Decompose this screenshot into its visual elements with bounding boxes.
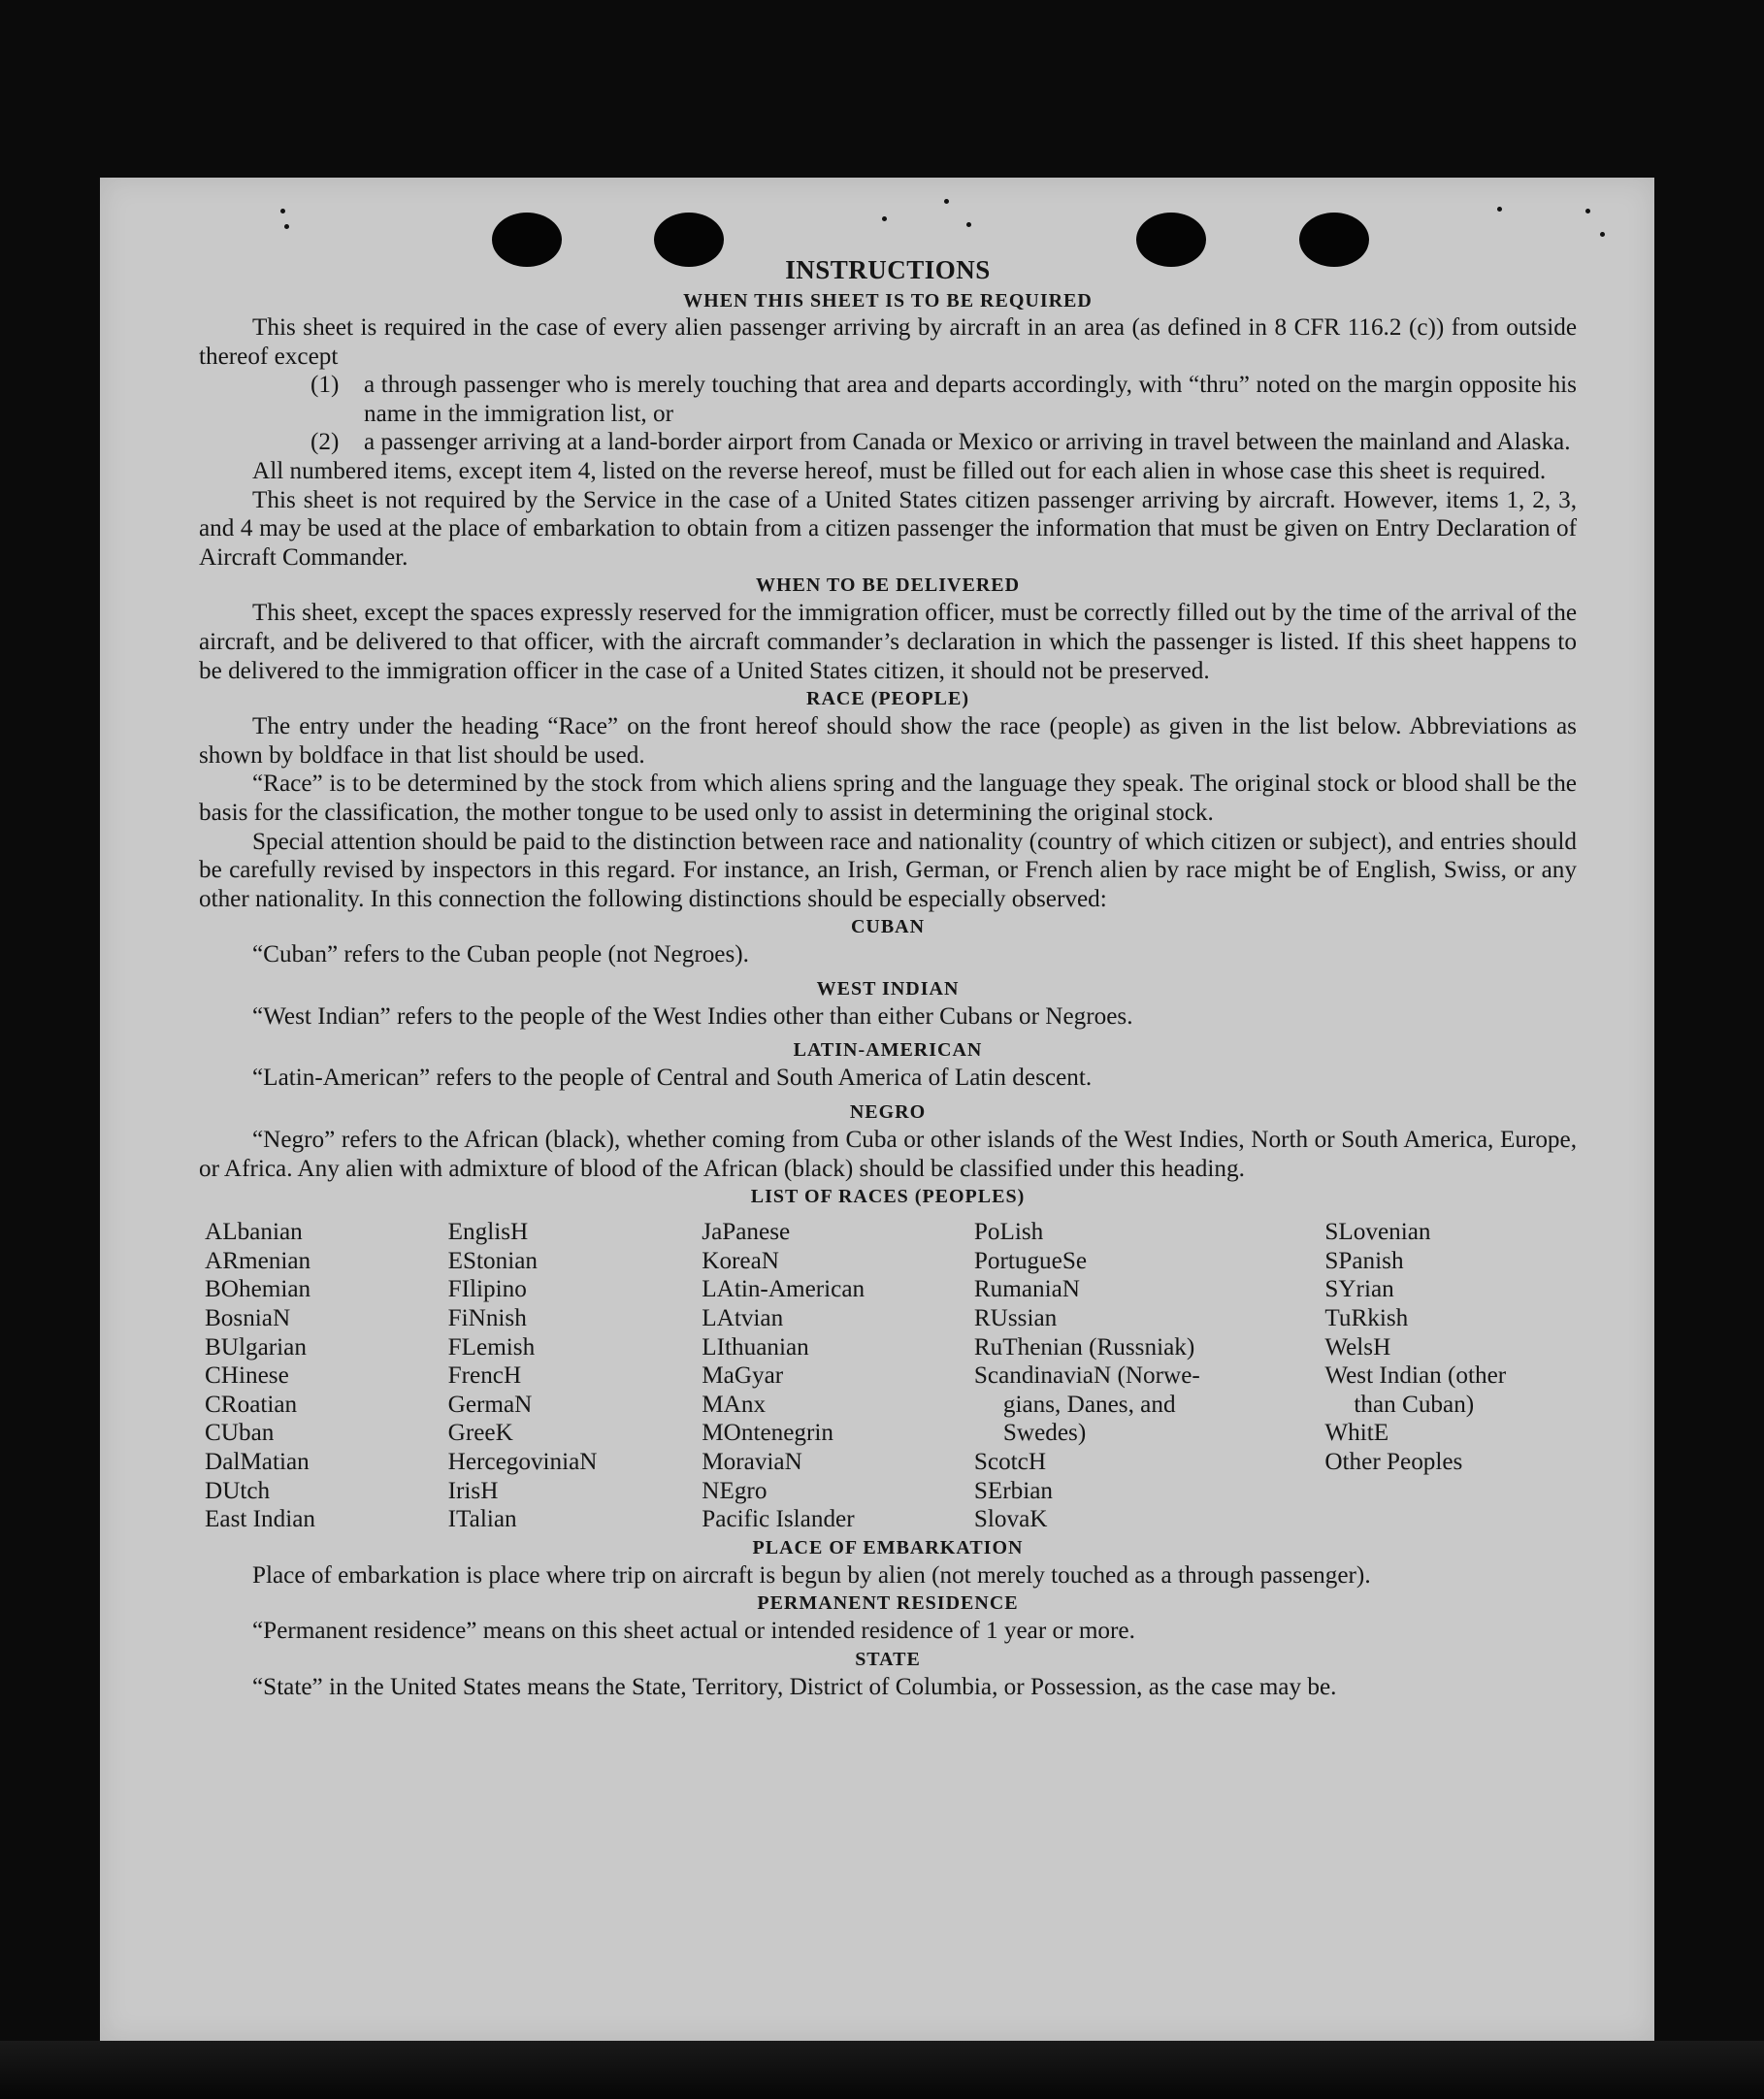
instructions-content [199,253,1577,1702]
race-entry: ARmenian [205,1247,311,1274]
exception-item [310,371,1577,428]
race-entry: DalMatian [205,1449,310,1475]
race-entry: TuRkish [1324,1305,1409,1332]
race-entry-continued: gians, Danes, and [1002,1391,1176,1418]
race-entry: FIlipino [447,1276,527,1303]
document-page [100,178,1654,2041]
embarkation-text: Place of embarkation is place where trip on aircraft is begun by alien (not merely touched as a through passenger). [252,1561,1371,1589]
scan-speck [882,216,887,221]
scan-speck [1600,232,1605,237]
race-entry: SlovaK [973,1506,1048,1533]
race-entry: CRoatian [205,1391,298,1418]
race-entry: BosniaN [205,1305,291,1332]
race-entry: ScandinaviaN (Norwe- [973,1362,1200,1390]
item-text: a passenger arriving at a land-border airport from Canada or Mexico or arriving in travel between the mainland and Alaska. [364,429,1571,456]
state-text: “State” in the United States means the State, Territory, District of Columbia, or Possession, as the case may be. [252,1673,1337,1700]
cuban-text: “Cuban” refers to the Cuban people (not Negroes). [252,941,749,968]
race-entry: FrencH [447,1362,522,1390]
races-column-2 [448,1218,702,1534]
heading-race: RACE (PEOPLE) [806,688,969,710]
race-paragraph-3: Special attention should be paid to the distinction between race and nationality (country of which citizen or subject), and entries should be carefully revised by inspectors in this regard. For instance, an Irish, German, or French alien by race might be of English, Swiss, or any other nationality. In this connection the following distinctions should be especially observed: [199,828,1577,912]
race-entry: MoraviaN [702,1449,802,1475]
races-column-3 [702,1218,974,1534]
delivered-text: This sheet, except the spaces expressly reserved for the immigration officer, must be correctly filled out by the time of the arrival of the aircraft, and be delivered to that officer, with the aircraft commander’s declaration in which the passenger is listed. If this sheet happens to be delivered to the immigration officer in the case of a United States citizen, it should not be preserved. [199,600,1577,684]
race-entry: West Indian (other [1324,1362,1507,1390]
race-entry-continued: than Cuban) [1354,1391,1475,1418]
races-column-1 [205,1218,448,1534]
latin-american-text: “Latin-American” refers to the people of Central and South America of Latin descent. [252,1065,1093,1092]
race-entry: NEgro [702,1477,768,1504]
race-entry: DUtch [205,1477,271,1504]
scan-speck [1585,209,1590,213]
heading-west-indian: WEST INDIAN [816,977,960,1000]
race-entry: SLovenian [1324,1219,1431,1246]
heading-delivered: WHEN TO BE DELIVERED [755,574,1021,597]
race-entry: GreeK [447,1420,513,1447]
heading-negro: NEGRO [849,1101,927,1124]
races-column-5 [1324,1218,1577,1534]
heading-required: WHEN THIS SHEET IS TO BE REQUIRED [683,290,1093,312]
races-table [205,1218,1577,1534]
residence-text: “Permanent residence” means on this sheet actual or intended residence of 1 year or more. [252,1618,1135,1645]
race-entry: GermaN [447,1391,533,1418]
race-entry: PoLish [973,1219,1044,1246]
negro-text: “Negro” refers to the African (black), whether coming from Cuba or other islands of the West Indies, North or South America, Europe, or Africa. Any alien with admixture of blood of the African (black) should be classified under this heading. [199,1127,1577,1182]
race-entry: Other Peoples [1324,1449,1463,1475]
race-paragraph-1: The entry under the heading “Race” on the front hereof should show the race (people) as given in the list below. Abbreviations as shown by boldface in that list should be used. [199,713,1577,769]
heading-list-of-races: LIST OF RACES (PEOPLES) [750,1186,1026,1208]
race-entry: EStonian [447,1247,538,1274]
race-entry: MAnx [702,1391,767,1418]
required-intro: This sheet is required in the case of every alien passenger arriving by aircraft in an area (as defined in 8 CFR 116.2 (c)) from outside thereof except [199,314,1577,370]
heading-embarkation: PLACE OF EMBARKATION [752,1536,1024,1558]
scan-speck [966,222,971,227]
race-entry: RUssian [973,1305,1058,1332]
required-paragraph-3: This sheet is not required by the Service in the case of a United States citizen passenger arriving by aircraft. However, items 1, 2, 3, and 4 may be used at the place of embarkation to obtain from a citizen passenger the information that must be given on Entry Declaration of Aircraft Commander. [199,486,1577,571]
race-entry: JaPanese [702,1219,791,1246]
race-entry: CUban [205,1420,275,1447]
race-entry: SPanish [1324,1247,1404,1274]
race-entry: ALbanian [205,1219,303,1246]
scan-speck [284,224,289,229]
race-entry: East Indian [205,1506,316,1533]
race-entry: SErbian [973,1477,1054,1504]
item-text: a through passenger who is merely touching that area and departs accordingly, with “thru” noted on the margin opposite his name in the immigration list, or [364,372,1577,427]
race-entry: ScotcH [973,1449,1047,1475]
west-indian-text: “West Indian” refers to the people of the West Indies other than either Cubans or Negroes. [252,1002,1133,1030]
race-paragraph-2: “Race” is to be determined by the stock from which aliens spring and the language they speak. The original stock or blood shall be the basis for the classification, the mother tongue to be used only to assist in determining the original stock. [199,771,1577,826]
scan-speck [944,199,949,204]
race-entry: LAtvian [702,1305,784,1332]
race-entry: HercegoviniaN [447,1449,598,1475]
item-number: (2) [310,429,340,456]
heading-state: STATE [855,1648,921,1670]
race-entry: WhitE [1324,1420,1389,1447]
race-entry: BUlgarian [205,1333,307,1361]
race-entry: KoreaN [702,1247,779,1274]
scan-speck [280,209,285,213]
race-entry: Pacific Islander [702,1506,855,1533]
item-number: (1) [310,372,340,399]
required-paragraph-2: All numbered items, except item 4, listed on the reverse hereof, must be filled out for each alien in whose case this sheet is required. [252,457,1547,484]
race-entry: MOntenegrin [702,1420,833,1447]
race-entry: RumaniaN [973,1276,1081,1303]
race-entry: BOhemian [205,1276,311,1303]
exception-item [310,428,1577,457]
heading-latin-american: LATIN-AMERICAN [793,1039,983,1062]
race-entry: PortugueSe [973,1247,1088,1274]
heading-cuban: CUBAN [850,916,926,938]
race-entry: WelsH [1324,1333,1391,1361]
race-entry: EnglisH [447,1219,529,1246]
race-entry-continued: Swedes) [1002,1420,1087,1447]
races-column-4 [974,1218,1324,1534]
scan-speck [1497,207,1502,212]
heading-residence: PERMANENT RESIDENCE [757,1592,1019,1615]
race-entry: MaGyar [702,1362,784,1390]
scan-border [0,2041,1764,2099]
race-entry: RuThenian (Russniak) [973,1333,1195,1361]
page-title: INSTRUCTIONS [785,255,991,284]
race-entry: LAtin-American [702,1276,866,1303]
race-entry: IrisH [447,1477,499,1504]
race-entry: SYrian [1324,1276,1394,1303]
race-entry: FLemish [447,1333,536,1361]
race-entry: LIthuanian [702,1333,809,1361]
race-entry: FiNnish [447,1305,527,1332]
race-entry: CHinese [205,1362,289,1390]
race-entry: ITalian [447,1506,517,1533]
